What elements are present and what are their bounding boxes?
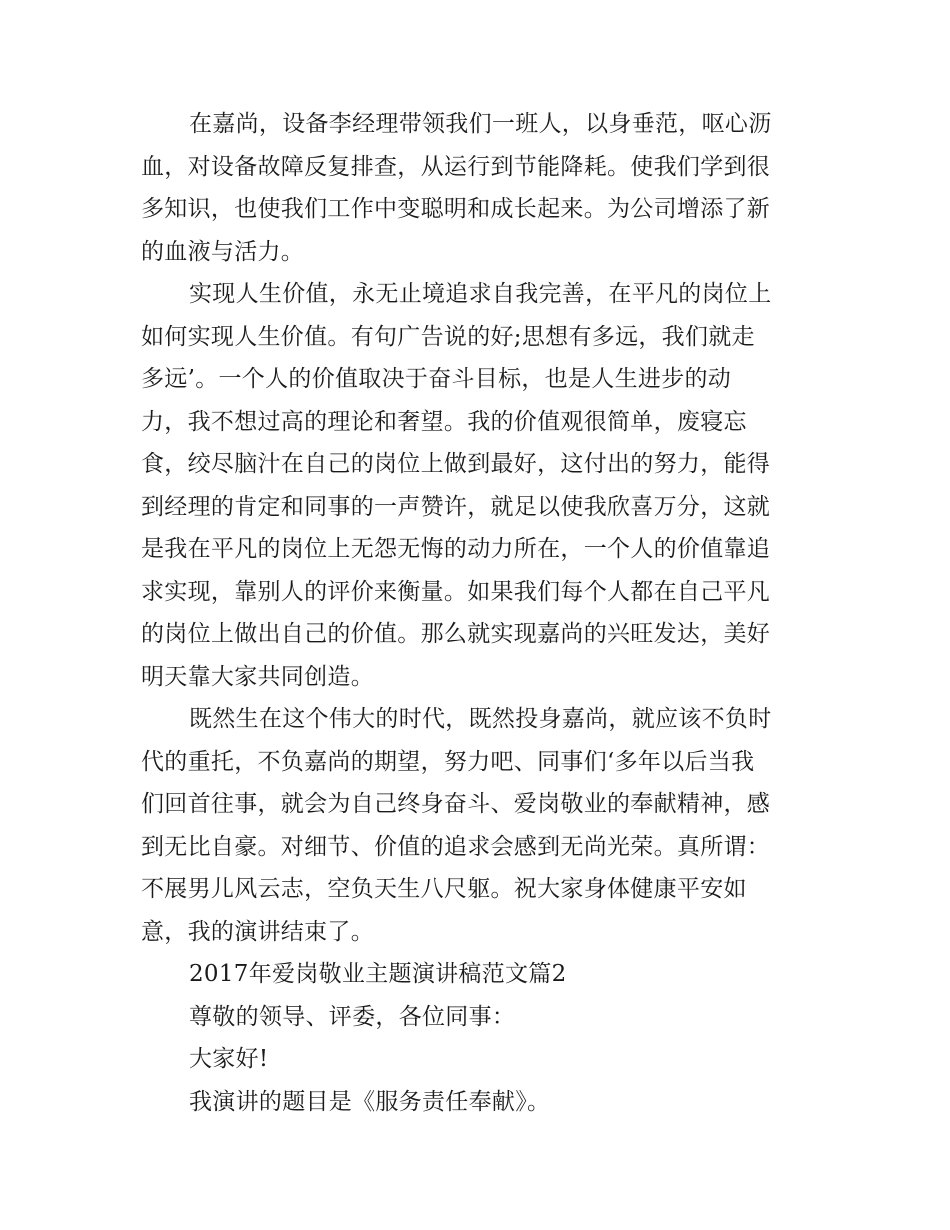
text-line: 力，我不想过高的理论和奢望。我的价值观很简单，废寝忘 [141,408,747,435]
text-line: 的岗位上做出自己的价值。那么就实现嘉尚的兴旺发达，美好 [141,621,771,647]
text-line: 求实现，靠别人的评价来衡量。如果我们每个人都在自己平凡 [141,578,771,605]
salutation: 尊敬的领导、评委，各位同事： [189,1003,516,1030]
text-line: 多知识，也使我们工作中变聪明和成长起来。为公司增添了新 [141,196,771,222]
text-line: 食，绞尽脑汁在自己的岗位上做到最好，这付出的努力，能得 [141,451,771,477]
text-line: 明天靠大家共同创造。 [141,663,374,690]
text-line: 既然生在这个伟大的时代，既然投身嘉尚，就应该不负时 [189,706,772,732]
text-line: 意，我的演讲结束了。 [141,918,374,945]
text-line: 的血液与活力。 [141,238,305,265]
text-line: 实现人生价值，永无止境追求自我完善，在平凡的岗位上 [189,281,772,307]
text-line: 血，对设备故障反复排查，从运行到节能降耗。使我们学到很 [141,153,771,180]
text-line: 到经理的肯定和同事的一声赞许，就足以使我欣喜万分，这就 [141,493,771,520]
text-line: 不展男儿风云志，空负天生八尺躯。祝大家身体健康平安如 [141,876,747,902]
text-line: 们回首往事，就会为自己终身奋斗、爱岗敬业的奉献精神，感 [141,791,771,817]
text-line: 如何实现人生价值。有句广告说的好;思想有多远，我们就走 [141,323,755,350]
text-line: 多远’。一个人的价值取决于奋斗目标，也是人生进步的动 [141,366,732,392]
speech-topic: 我演讲的题目是《服务责任奉献》。 [189,1088,551,1115]
text-line: 代的重托，不负嘉尚的期望，努力吧、同事们‘多年以后当我 [141,748,755,775]
text-line: 是我在平凡的岗位上无怨无悔的动力所在，一个人的价值靠追 [141,536,771,562]
text-line: 到无比自豪。对细节、价值的追求会感到无尚光荣。真所谓： [141,833,771,860]
section-heading: 2017年爱岗敬业主题演讲稿范文篇2 [189,961,567,987]
greeting: 大家好! [189,1046,269,1072]
text-line: 在嘉尚，设备李经理带领我们一班人，以身垂范，呕心沥 [189,111,772,137]
